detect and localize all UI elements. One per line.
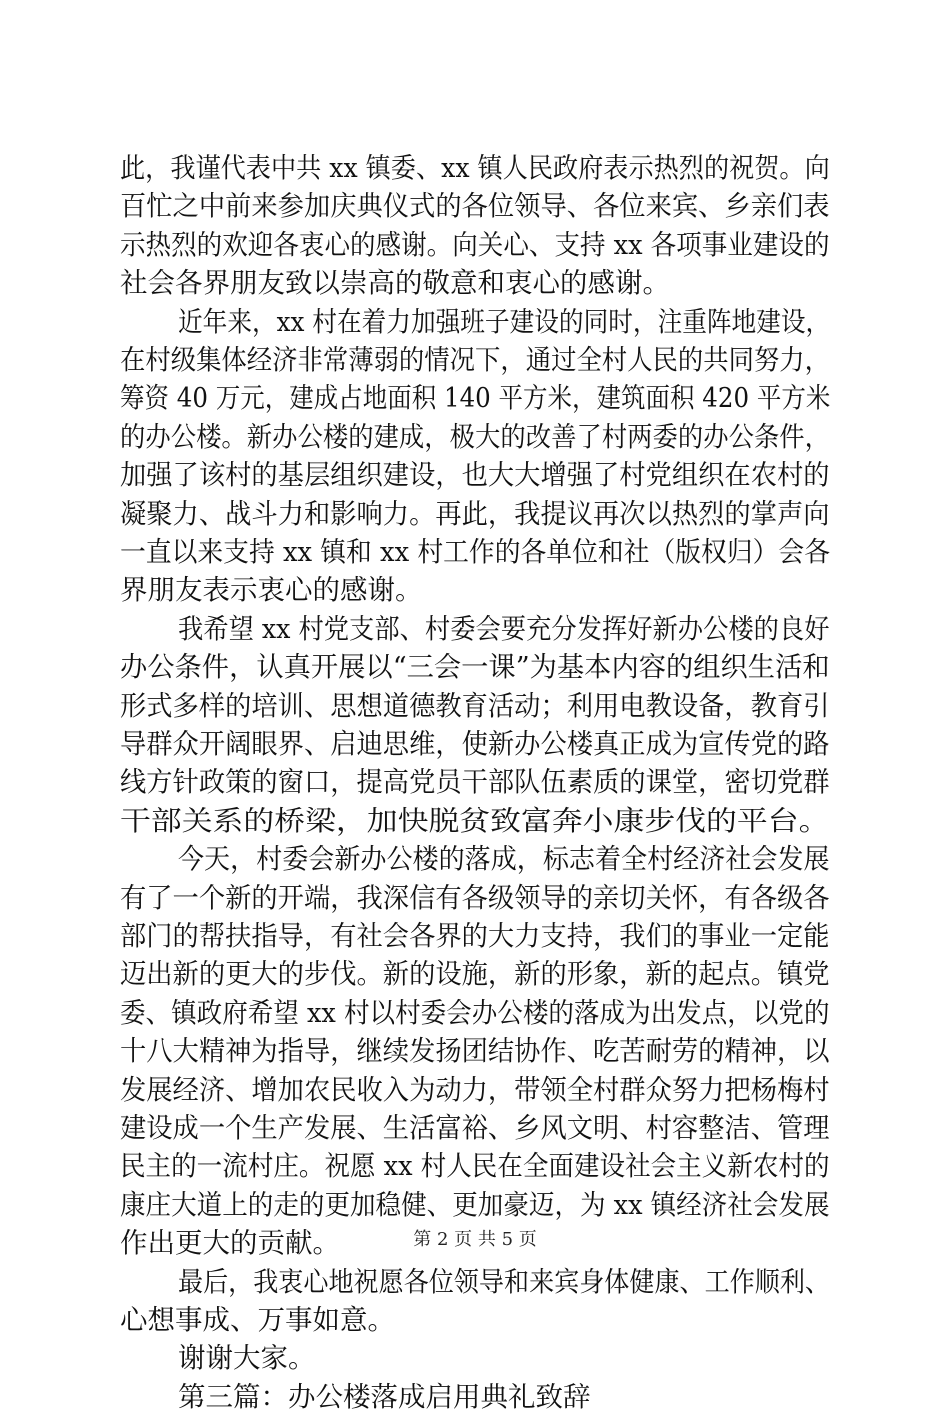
text-line: 界朋友表示衷心的感谢。 [120,574,423,607]
text-line: 加强了该村的基层组织建设，也大大增强了村党组织在农村的 [120,459,830,492]
text-line: 的办公楼。新办公楼的建成，极大的改善了村两委的办公条件， [120,420,831,453]
text-line: 在村级集体经济非常薄弱的情况下，通过全村人民的共同努力， [120,344,831,376]
text-line: 民主的一流村庄。祝愿 xx 村人民在全面建设社会主义新农村的 [120,1150,830,1183]
text-line: 心想事成、万事如意。 [120,1304,395,1336]
text-line: 委、镇政府希望 xx 村以村委会办公楼的落成为出发点，以党的 [120,996,830,1029]
text-line: 发展经济、增加农民收入为动力，带领全村群众努力把杨梅村 [120,1073,830,1106]
text-line: 一直以来支持 xx 镇和 xx 村工作的各单位和社（版权归）会各 [120,536,830,568]
text-line: 干部关系的桥梁，加快脱贫致富奔小康步伐的平台。 [120,804,830,837]
text-line: 导群众开阔眼界、启迪思维，使新办公楼真正成为宣传党的路 [120,728,830,760]
text-line: 作出更大的贡献。 [120,1227,340,1260]
text-line: 康庄大道上的走的更加稳健、更加豪迈，为 xx 镇经济社会发展 [120,1188,830,1221]
text-line: 办公条件，认真开展以“三会一课”为基本内容的组织生活和 [120,651,830,684]
text-line: 我希望 xx 村党支部、村委会要充分发挥好新办公楼的良好 [178,612,830,645]
text-line: 形式多样的培训、思想道德教育活动；利用电教设备，教育引 [120,689,830,722]
text-line: 谢谢大家。 [178,1342,316,1375]
text-line: 有了一个新的开端，我深信有各级领导的亲切关怀，有各级各 [120,881,830,914]
text-line: 示热烈的欢迎各衷心的感谢。向关心、支持 xx 各项事业建设的 [120,228,830,261]
text-line: 此，我谨代表中共 xx 镇委、xx 镇人民政府表示热烈的祝贺。向 [120,152,830,184]
text-line: 最后，我衷心地祝愿各位领导和来宾身体健康、工作顺利、 [178,1265,831,1298]
text-line: 社会各界朋友致以崇高的敬意和衷心的感谢。 [120,267,670,300]
text-line: 建设成一个生产发展、生活富裕、乡风文明、村容整洁、管理 [120,1112,830,1144]
text-line: 凝聚力、战斗力和影响力。再此，我提议再次以热烈的掌声向 [120,497,830,530]
text-line: 筹资 40 万元，建成占地面积 140 平方米，建筑面积 420 平方米 [120,382,831,415]
text-line: 百忙之中前来参加庆典仪式的各位领导、各位来宾、乡亲们表 [120,190,830,223]
text-line: 近年来，xx 村在着力加强班子建设的同时，注重阵地建设， [178,305,831,338]
text-line: 十八大精神为指导，继续发扬团结协作、吃苦耐劳的精神，以 [120,1035,830,1068]
text-line: 迈出新的更大的步伐。新的设施，新的形象，新的起点。镇党 [120,958,830,991]
text-line: 今天，村委会新办公楼的落成，标志着全村经济社会发展 [178,843,830,876]
text-line: 部门的帮扶指导，有社会各界的大力支持，我们的事业一定能 [120,920,830,952]
text-line: 线方针政策的窗口，提高党员干部队伍素质的课堂，密切党群 [120,766,830,799]
page-footer: 第 2 页 共 5 页 [413,1229,537,1250]
text-line: 第三篇：办公楼落成启用典礼致辞 [178,1380,591,1413]
